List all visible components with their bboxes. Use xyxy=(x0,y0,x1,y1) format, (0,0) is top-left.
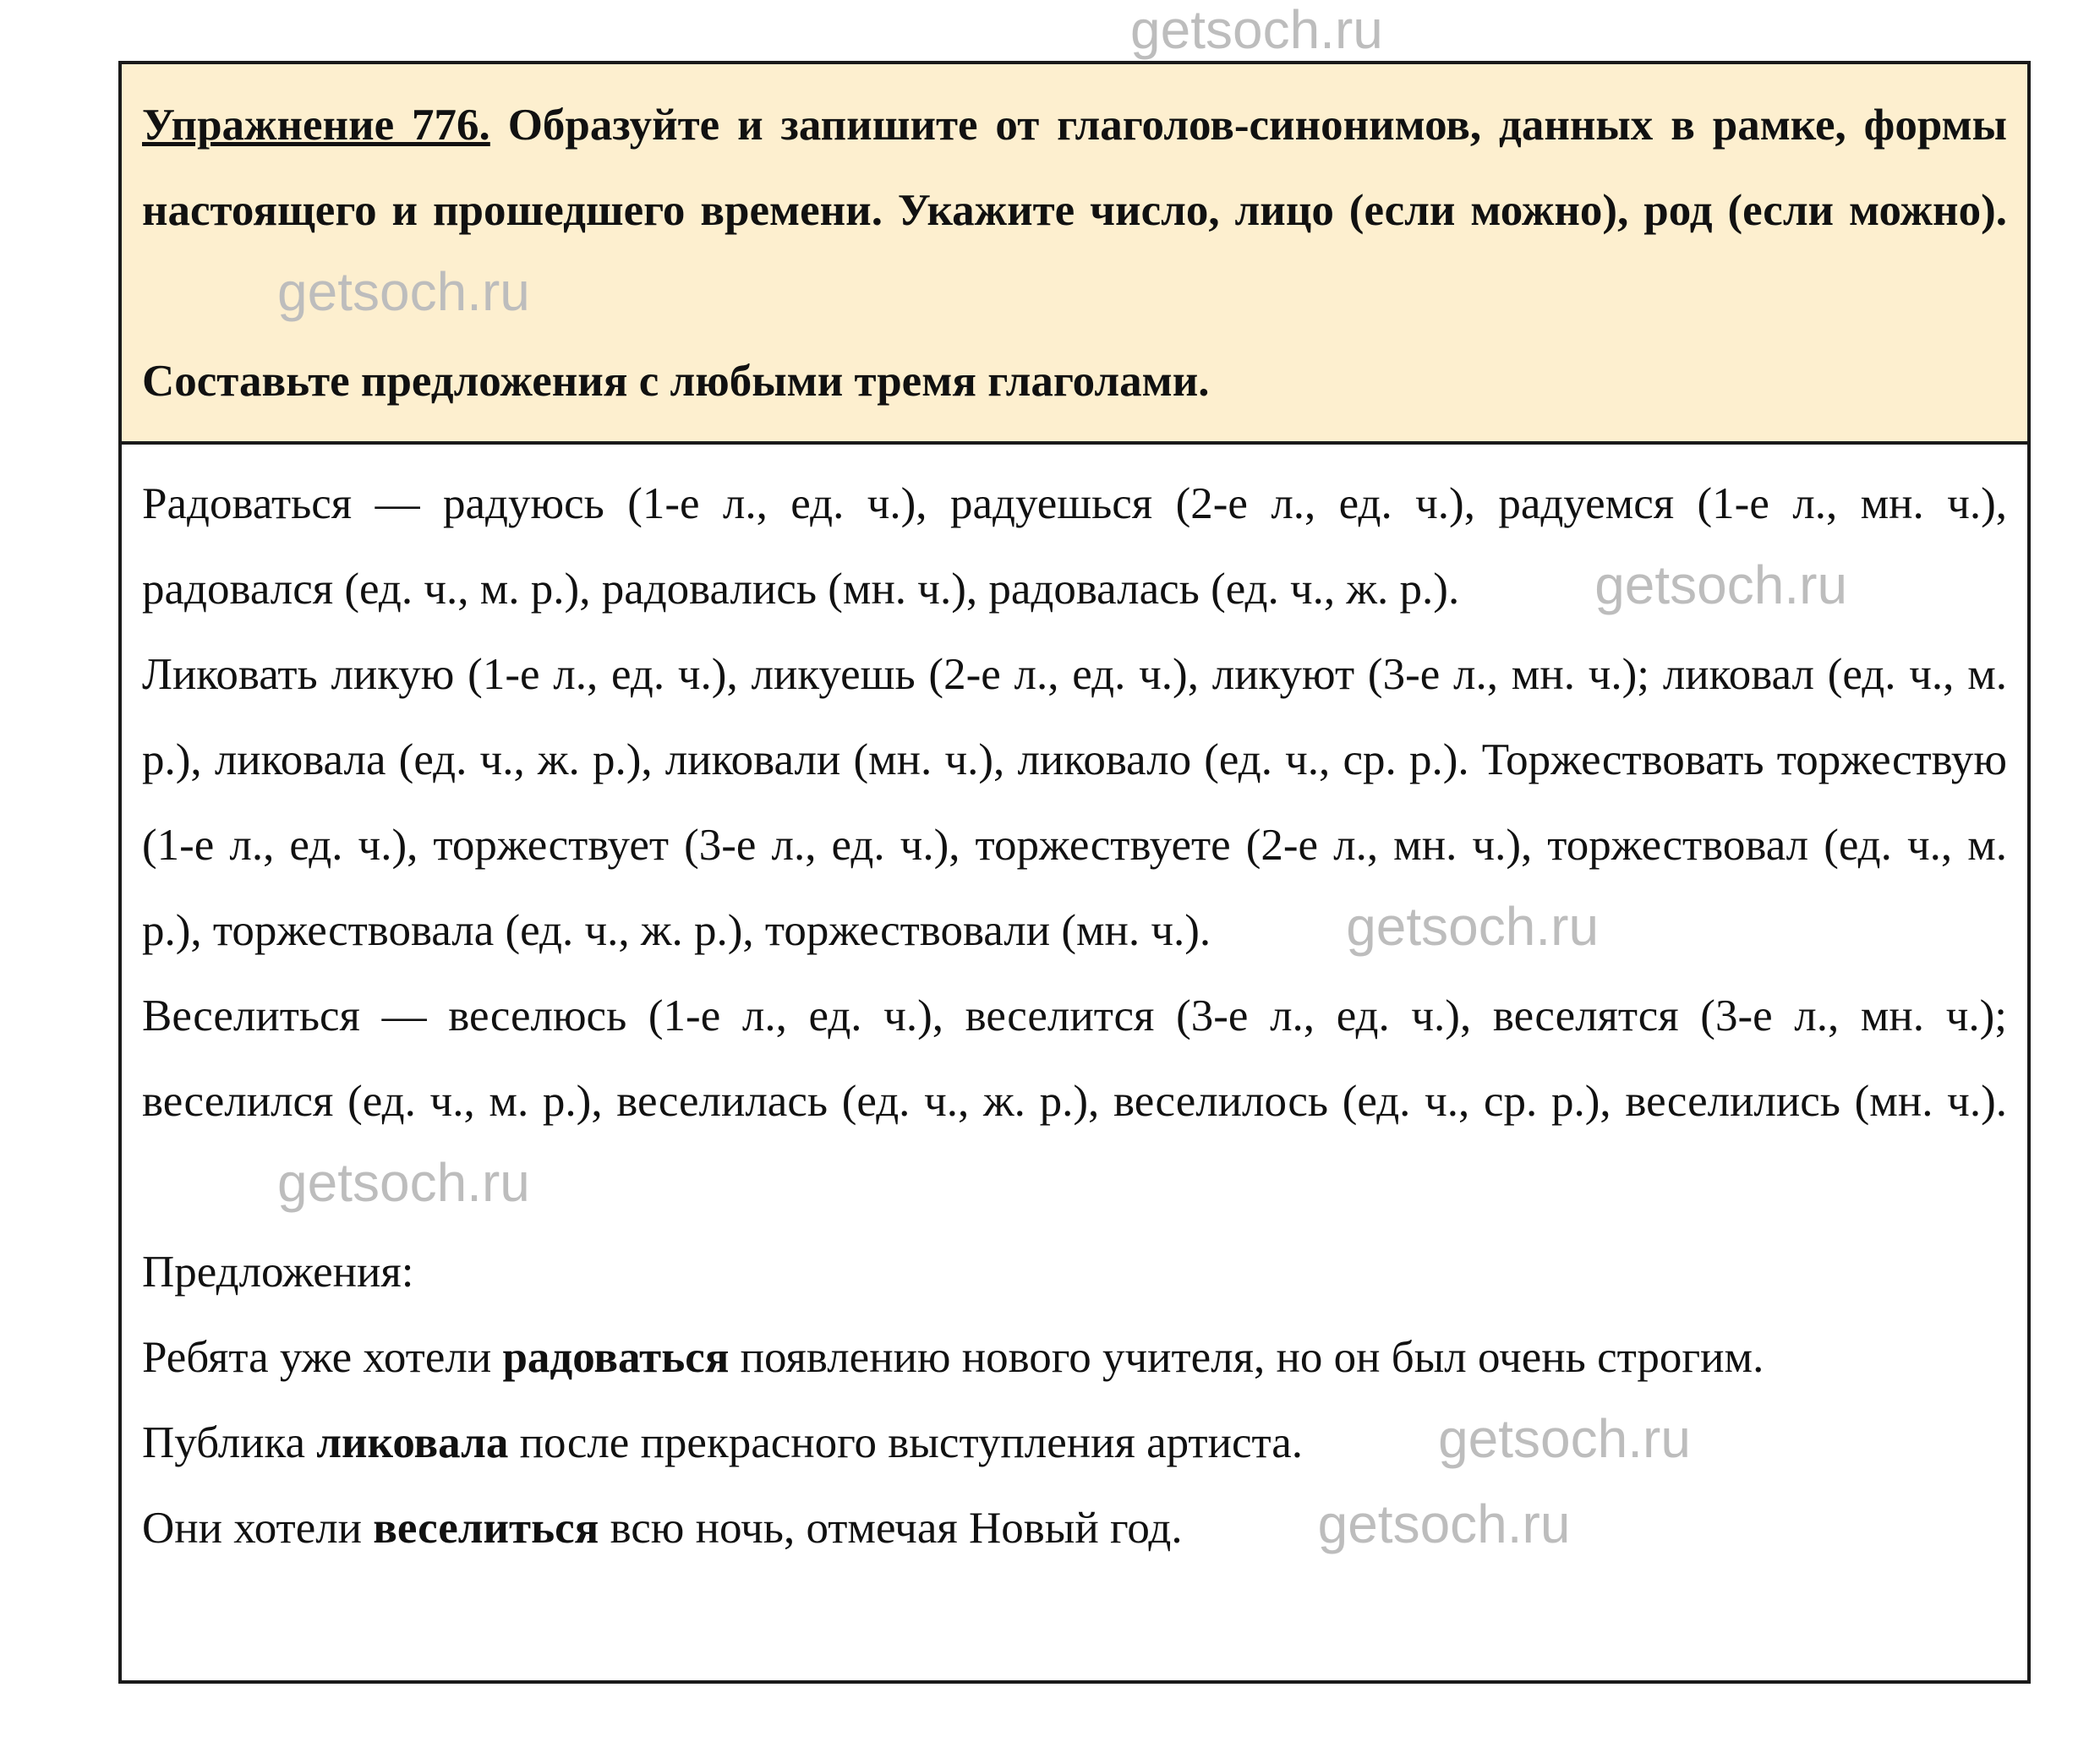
sentence-verb: ликовала xyxy=(316,1418,509,1467)
watermark: getsoch.ru xyxy=(277,261,530,322)
sentence-text: появлению нового учителя, но он был очень строгим. xyxy=(729,1333,1764,1382)
answer-paragraph xyxy=(142,461,2007,632)
answer-text: Радоваться — радуюсь (1-е л., ед. ч.), радуешься (2-е л., ед. ч.), радуемся (1-е л., мн. ч.), радовался (ед. ч., м. р.), радовались (мн. ч.), радовалась (ед. ч., ж. р.). xyxy=(142,479,2007,614)
sentence-verb: веселиться xyxy=(373,1504,599,1553)
answer-paragraph xyxy=(142,632,2007,974)
exercise-card xyxy=(118,61,2031,1684)
task-text-2 xyxy=(142,339,2007,424)
sentences-heading-text: Предложения: xyxy=(142,1248,414,1297)
watermark: getsoch.ru xyxy=(1130,0,1383,60)
sentence-text: всю ночь, отмечая Новый год. xyxy=(599,1504,1183,1553)
sentence-text: Ребята уже хотели xyxy=(142,1333,503,1382)
answer-text: Ликовать ликую (1-е л., ед. ч.), ликуешь (2-е л., ед. ч.), ликуют (3-е л., мн. ч.); ликовал (ед. ч., м. р.), ликовала (ед. ч., ж. р.), ликовали (мн. ч.), ликовало (ед. ч., ср. р.). Торжествовать торжествую (1-е л., ед. ч.), торжествует (3-е л., ед. ч.), торжествуете (2-е л., мн. ч.), торжествовал (ед. ч., м. р.), торжествовала (ед. ч., ж. р.), торжествовали (мн. ч.). xyxy=(142,650,2007,955)
answer-paragraph xyxy=(142,974,2007,1230)
task-text-2-content: Составьте предложения с любыми тремя глаголами. xyxy=(142,357,1210,406)
sentence-text: после прекрасного выступления артиста. xyxy=(508,1418,1304,1467)
answer-body xyxy=(122,445,2027,1588)
exercise-number: Упражнение 776. xyxy=(142,101,490,150)
task-instructions xyxy=(142,83,2007,339)
sentence xyxy=(142,1401,2007,1486)
answer-text: Веселиться — веселюсь (1-е л., ед. ч.), веселится (3-е л., ед. ч.), веселятся (3-е л., мн. ч.); веселился (ед. ч., м. р.), веселилась (ед. ч., ж. р.), веселилось (ед. ч., ср. р.), веселились (мн. ч.). xyxy=(142,991,2007,1126)
sentence xyxy=(142,1486,2007,1571)
sentence-text: Публика xyxy=(142,1418,317,1467)
watermark: getsoch.ru xyxy=(277,1152,530,1213)
watermark: getsoch.ru xyxy=(1317,1494,1571,1554)
watermark: getsoch.ru xyxy=(1438,1408,1691,1469)
watermark: getsoch.ru xyxy=(1594,554,1848,615)
sentence-verb: радоваться xyxy=(502,1333,730,1382)
task-header xyxy=(122,64,2027,445)
watermark: getsoch.ru xyxy=(1346,896,1600,957)
sentence xyxy=(142,1315,2007,1401)
task-text: Образуйте и запишите от глаголов-синонимов, данных в рамке, формы настоящего и прошедшего времени. Укажите число, лицо (если можно), род (если можно). xyxy=(142,101,2008,235)
sentences-heading xyxy=(142,1230,2007,1315)
sentence-text: Они хотели xyxy=(142,1504,374,1553)
